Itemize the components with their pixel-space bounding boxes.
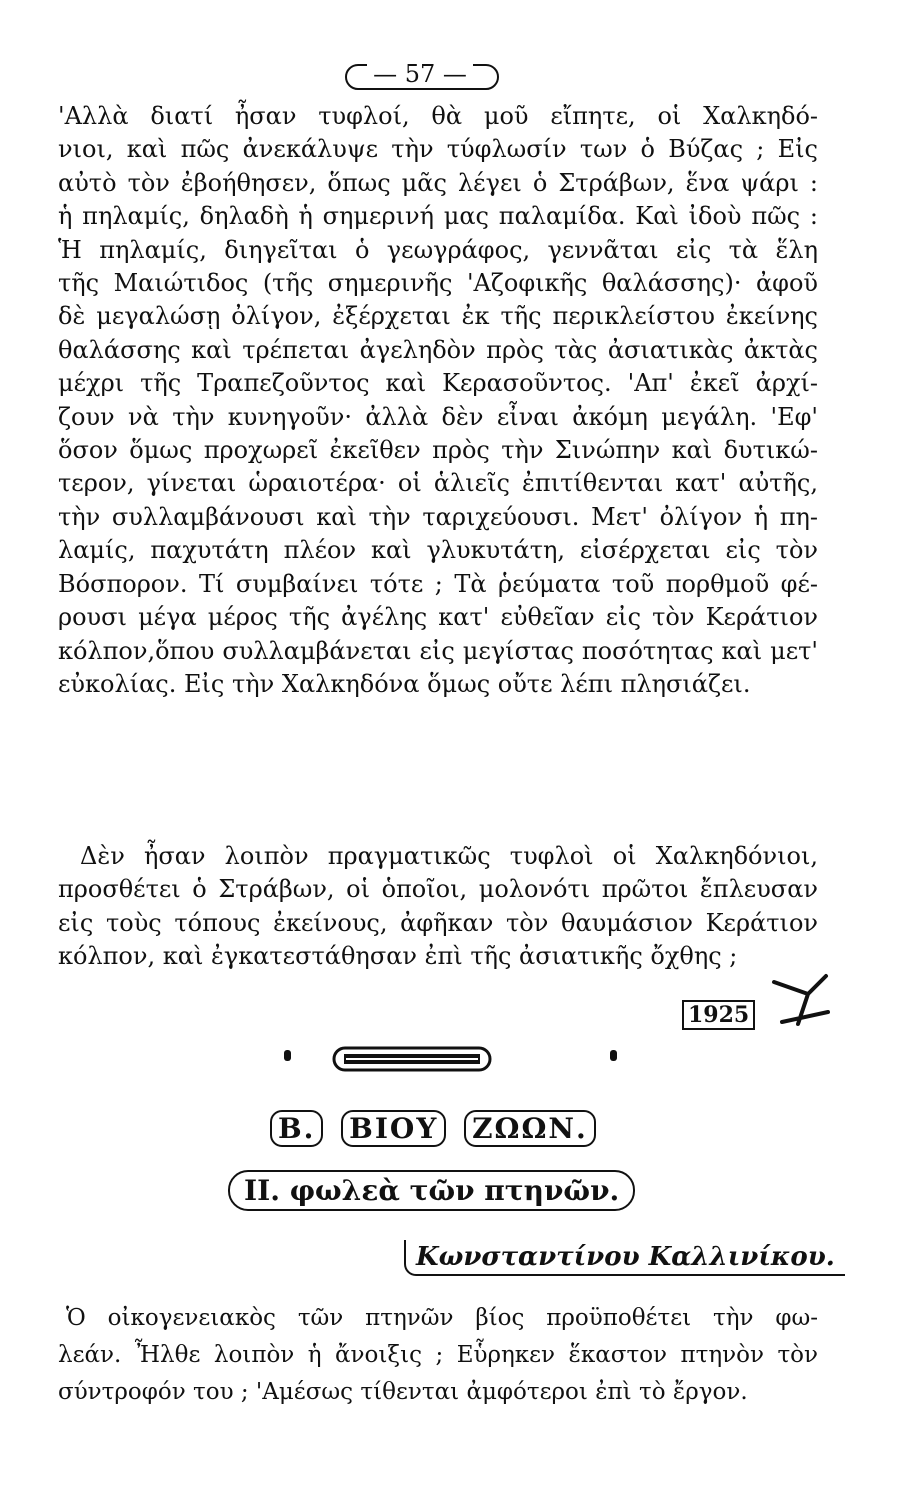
text-line: ζουν νὰ τὴν κυνηγοῦν· ἀλλὰ δὲν εἶναι ἀκόμη μεγάλη. 'Εφ' bbox=[58, 402, 818, 431]
decorative-ornament-icon bbox=[332, 1046, 492, 1072]
text-line: τερον, γίνεται ὡραιοτέρα· οἱ ἁλιεῖς ἐπιτίθενται κατ' αὐτῆς, bbox=[58, 469, 818, 498]
text-line: ἡ πηλαμίς, δηλαδὴ ἡ σημερινή μας παλαμίδα. Καὶ ἰδοὺ πῶς : bbox=[58, 202, 818, 231]
text-line: σύντροφόν του ; 'Αμέσως τίθενται ἀμφότεροι ἐπὶ τὸ ἔργον. bbox=[58, 1379, 748, 1405]
text-line: κόλπον,ὅπου συλλαμβάνεται εἰς μεγίστας ποσότητας καὶ μετ' bbox=[58, 636, 818, 665]
author-name: Κωνσταντίνου Καλλινίκου. bbox=[404, 1240, 845, 1276]
series-title-part: ΖΩΩΝ. bbox=[464, 1110, 596, 1147]
text-line: τῆς Μαιώτιδος (τῆς σημερινῆς 'Αζοφικῆς θαλάσσης)· ἀφοῦ bbox=[58, 269, 818, 298]
text-line: τὴν συλλαμβάνουσι καὶ τὴν ταριχεύουσι. Μετ' ὀλίγον ἡ πη- bbox=[58, 502, 818, 531]
text-line: νιοι, καὶ πῶς ἀνεκάλυψε τὴν τύφλωσίν των ὁ Βύζας ; Εἰς bbox=[58, 135, 818, 164]
text-line: δὲ μεγαλώσῃ ὀλίγον, ἐξέρχεται ἐκ τῆς περικλείστου ἐκείνης bbox=[58, 302, 818, 331]
article-title: ΙΙ. φωλεὰ τῶν πτηνῶν. bbox=[228, 1170, 635, 1211]
series-title-part: ΒΙΟΥ bbox=[341, 1110, 446, 1147]
text-line: λεάν. Ἦλθε λοιπὸν ἡ ἄνοιξις ; Εὗρηκεν ἕκαστον πτηνὸν τὸν bbox=[58, 1342, 818, 1368]
text-line: Ἡ πηλαμίς, διηγεῖται ὁ γεωγράφος, γεννᾶται εἰς τὰ ἕλη bbox=[58, 235, 818, 264]
page-number bbox=[335, 56, 505, 92]
text-line: λαμίς, παχυτάτη πλέον καὶ γλυκυτάτη, εἰσέρχεται εἰς τὸν bbox=[58, 536, 818, 565]
text-line: μέχρι τῆς Τραπεζοῦντος καὶ Κερασοῦντος. 'Απ' ἐκεῖ ἀρχί- bbox=[58, 369, 818, 398]
paragraph-2 bbox=[58, 840, 818, 974]
series-title bbox=[270, 1112, 602, 1145]
text-line: ὅσον ὅμως προχωρεῖ ἐκεῖθεν πρὸς τὴν Σινώπην καὶ δυτικώ- bbox=[58, 436, 818, 465]
year-stamp: 1925 bbox=[682, 1000, 755, 1030]
page-number-text: — 57 — bbox=[367, 60, 473, 88]
text-line: ρουσι μέγα μέρος τῆς ἀγέλης κατ' εὐθεῖαν εἰς τὸν Κεράτιον bbox=[58, 603, 818, 632]
text-line: Ὁ οἰκογενειακὸς τῶν πτηνῶν βίος προϋποθέτει τὴν φω- bbox=[66, 1305, 818, 1331]
ornament-dot-right bbox=[610, 1050, 617, 1061]
text-line: αὐτὸ τὸν ἐβοήθησεν, ὅπως μᾶς λέγει ὁ Στράβων, ἕνα ψάρι : bbox=[58, 168, 818, 197]
text-line: θαλάσσης καὶ τρέπεται ἀγεληδὸν πρὸς τὰς ἀσιατικὰς ἀκτὰς bbox=[58, 335, 818, 364]
handwritten-check-icon bbox=[768, 972, 838, 1032]
text-line: Βόσπορον. Τί συμβαίνει τότε ; Τὰ ῥεύματα τοῦ πορθμοῦ φέ- bbox=[58, 569, 818, 598]
paragraph-1 bbox=[58, 100, 818, 701]
paragraph-3 bbox=[58, 1300, 818, 1411]
text-line: κόλπον, καὶ ἐγκατεστάθησαν ἐπὶ τῆς ἀσιατικῆς ὄχθης ; bbox=[58, 942, 738, 971]
text-line: 'Αλλὰ διατί ἦσαν τυφλοί, θὰ μοῦ εἴπητε, οἱ Χαλκηδό- bbox=[58, 102, 818, 130]
text-line: προσθέτει ὁ Στράβων, οἱ ὁποῖοι, μολονότι πρῶτοι ἔπλευσαν bbox=[58, 875, 818, 904]
series-title-part: Β. bbox=[270, 1110, 323, 1147]
ornament-dot-left bbox=[284, 1050, 291, 1061]
text-line: εὐκολίας. Εἰς τὴν Χαλκηδόνα ὅμως οὔτε λέπι πλησιάζει. bbox=[58, 669, 751, 698]
text-line: Δὲν ἦσαν λοιπὸν πραγματικῶς τυφλοὶ οἱ Χαλκηδόνιοι, bbox=[80, 842, 818, 870]
text-line: εἰς τοὺς τόπους ἐκείνους, ἀφῆκαν τὸν θαυμάσιον Κεράτιον bbox=[58, 908, 818, 937]
